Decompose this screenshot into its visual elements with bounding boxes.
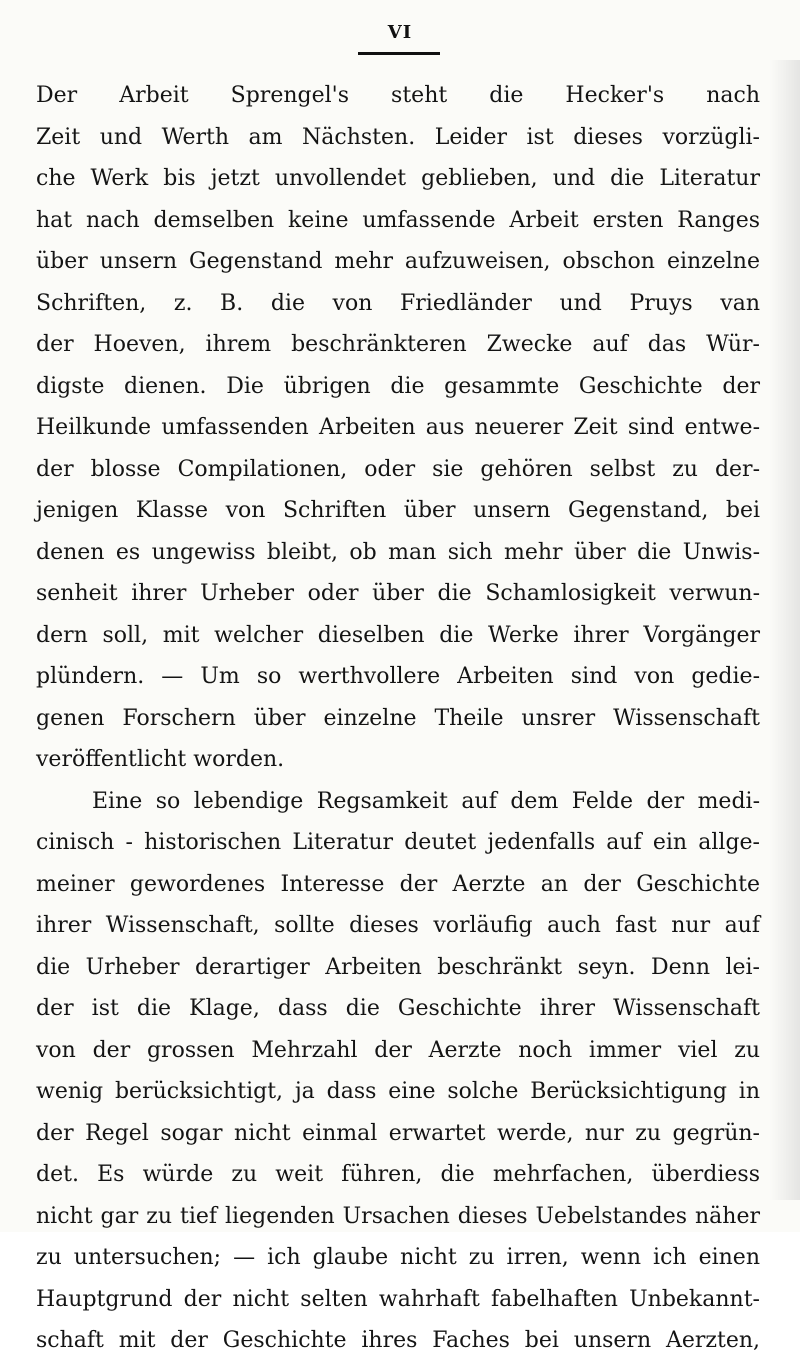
text-line: det. Es würde zu weit führen, die mehrfachen, überdiess <box>36 1162 760 1187</box>
text-line: Zeit und Werth am Nächsten. Leider ist dieses vorzügli- <box>36 124 760 150</box>
text-line: meiner gewordenes Interesse der Aerzte an der Geschichte <box>36 871 760 897</box>
text-line: dern soll, mit welcher dieselben die Werke ihrer Vorgänger <box>36 622 760 648</box>
text-line: denen es ungewiss bleibt, ob man sich mehr über die Unwis- <box>36 539 760 565</box>
text-line: Heilkunde umfassenden Arbeiten aus neuerer Zeit sind entwe- <box>36 415 760 440</box>
text-line: plündern. — Um so werthvollere Arbeiten sind von gedie- <box>36 664 760 689</box>
text-line: der ist die Klage, dass die Geschichte ihrer Wissenschaft <box>36 996 760 1021</box>
page-edge-shadow <box>770 60 800 1200</box>
text-line: ihrer Wissenschaft, sollte dieses vorläufig auch fast nur auf <box>36 913 760 938</box>
text-line: die Urheber derartiger Arbeiten beschränkt seyn. Denn lei- <box>36 954 760 980</box>
text-line: hat nach demselben keine umfassende Arbeit ersten Ranges <box>36 207 760 233</box>
text-line: zu untersuchen; — ich glaube nicht zu irren, wenn ich einen <box>36 1245 760 1270</box>
text-line: nicht gar zu tief liegenden Ursachen dieses Uebelstandes näher <box>36 1203 760 1229</box>
text-line: von der grossen Mehrzahl der Aerzte noch immer viel zu <box>36 1037 760 1063</box>
text-line: senheit ihrer Urheber oder über die Schamlosigkeit verwun- <box>36 581 760 606</box>
text-line: der blosse Compilationen, oder sie gehören selbst zu der- <box>36 456 760 482</box>
text-line: genen Forschern über einzelne Theile unsrer Wissenschaft <box>36 705 760 731</box>
text-line: digste dienen. Die übrigen die gesammte Geschichte der <box>36 373 760 399</box>
text-line: Hauptgrund der nicht selten wahrhaft fabelhaften Unbekannt- <box>36 1286 760 1312</box>
text-line: cinisch - historischen Literatur deutet jedenfalls auf ein allge- <box>36 830 760 855</box>
text-line: jenigen Klasse von Schriften über unsern Gegenstand, bei <box>36 498 760 523</box>
text-line: che Werk bis jetzt unvollendet geblieben, und die Literatur <box>36 166 760 191</box>
page-number: VI <box>387 22 413 43</box>
text-line: der Regel sogar nicht einmal erwartet werde, nur zu gegrün- <box>36 1120 760 1146</box>
text-line: wenig berücksichtigt, ja dass eine solche Berücksichtigung in <box>36 1079 760 1104</box>
text-line: über unsern Gegenstand mehr aufzuweisen, obschon einzelne <box>36 249 760 274</box>
header-rule <box>358 52 440 55</box>
text-line: der Hoeven, ihrem beschränkteren Zwecke auf das Wür- <box>36 332 760 357</box>
body-text <box>36 75 760 1362</box>
text-line: Schriften, z. B. die von Friedländer und Pruys van <box>36 290 760 316</box>
paragraph-end-line: veröffentlicht worden. <box>36 747 285 772</box>
text-line: Der Arbeit Sprengel's steht die Hecker's nach <box>36 83 760 108</box>
text-line: schaft mit der Geschichte ihres Faches bei unsern Aerzten, <box>36 1328 760 1353</box>
paragraph-start-line: Eine so lebendige Regsamkeit auf dem Felde der medi- <box>92 788 760 814</box>
